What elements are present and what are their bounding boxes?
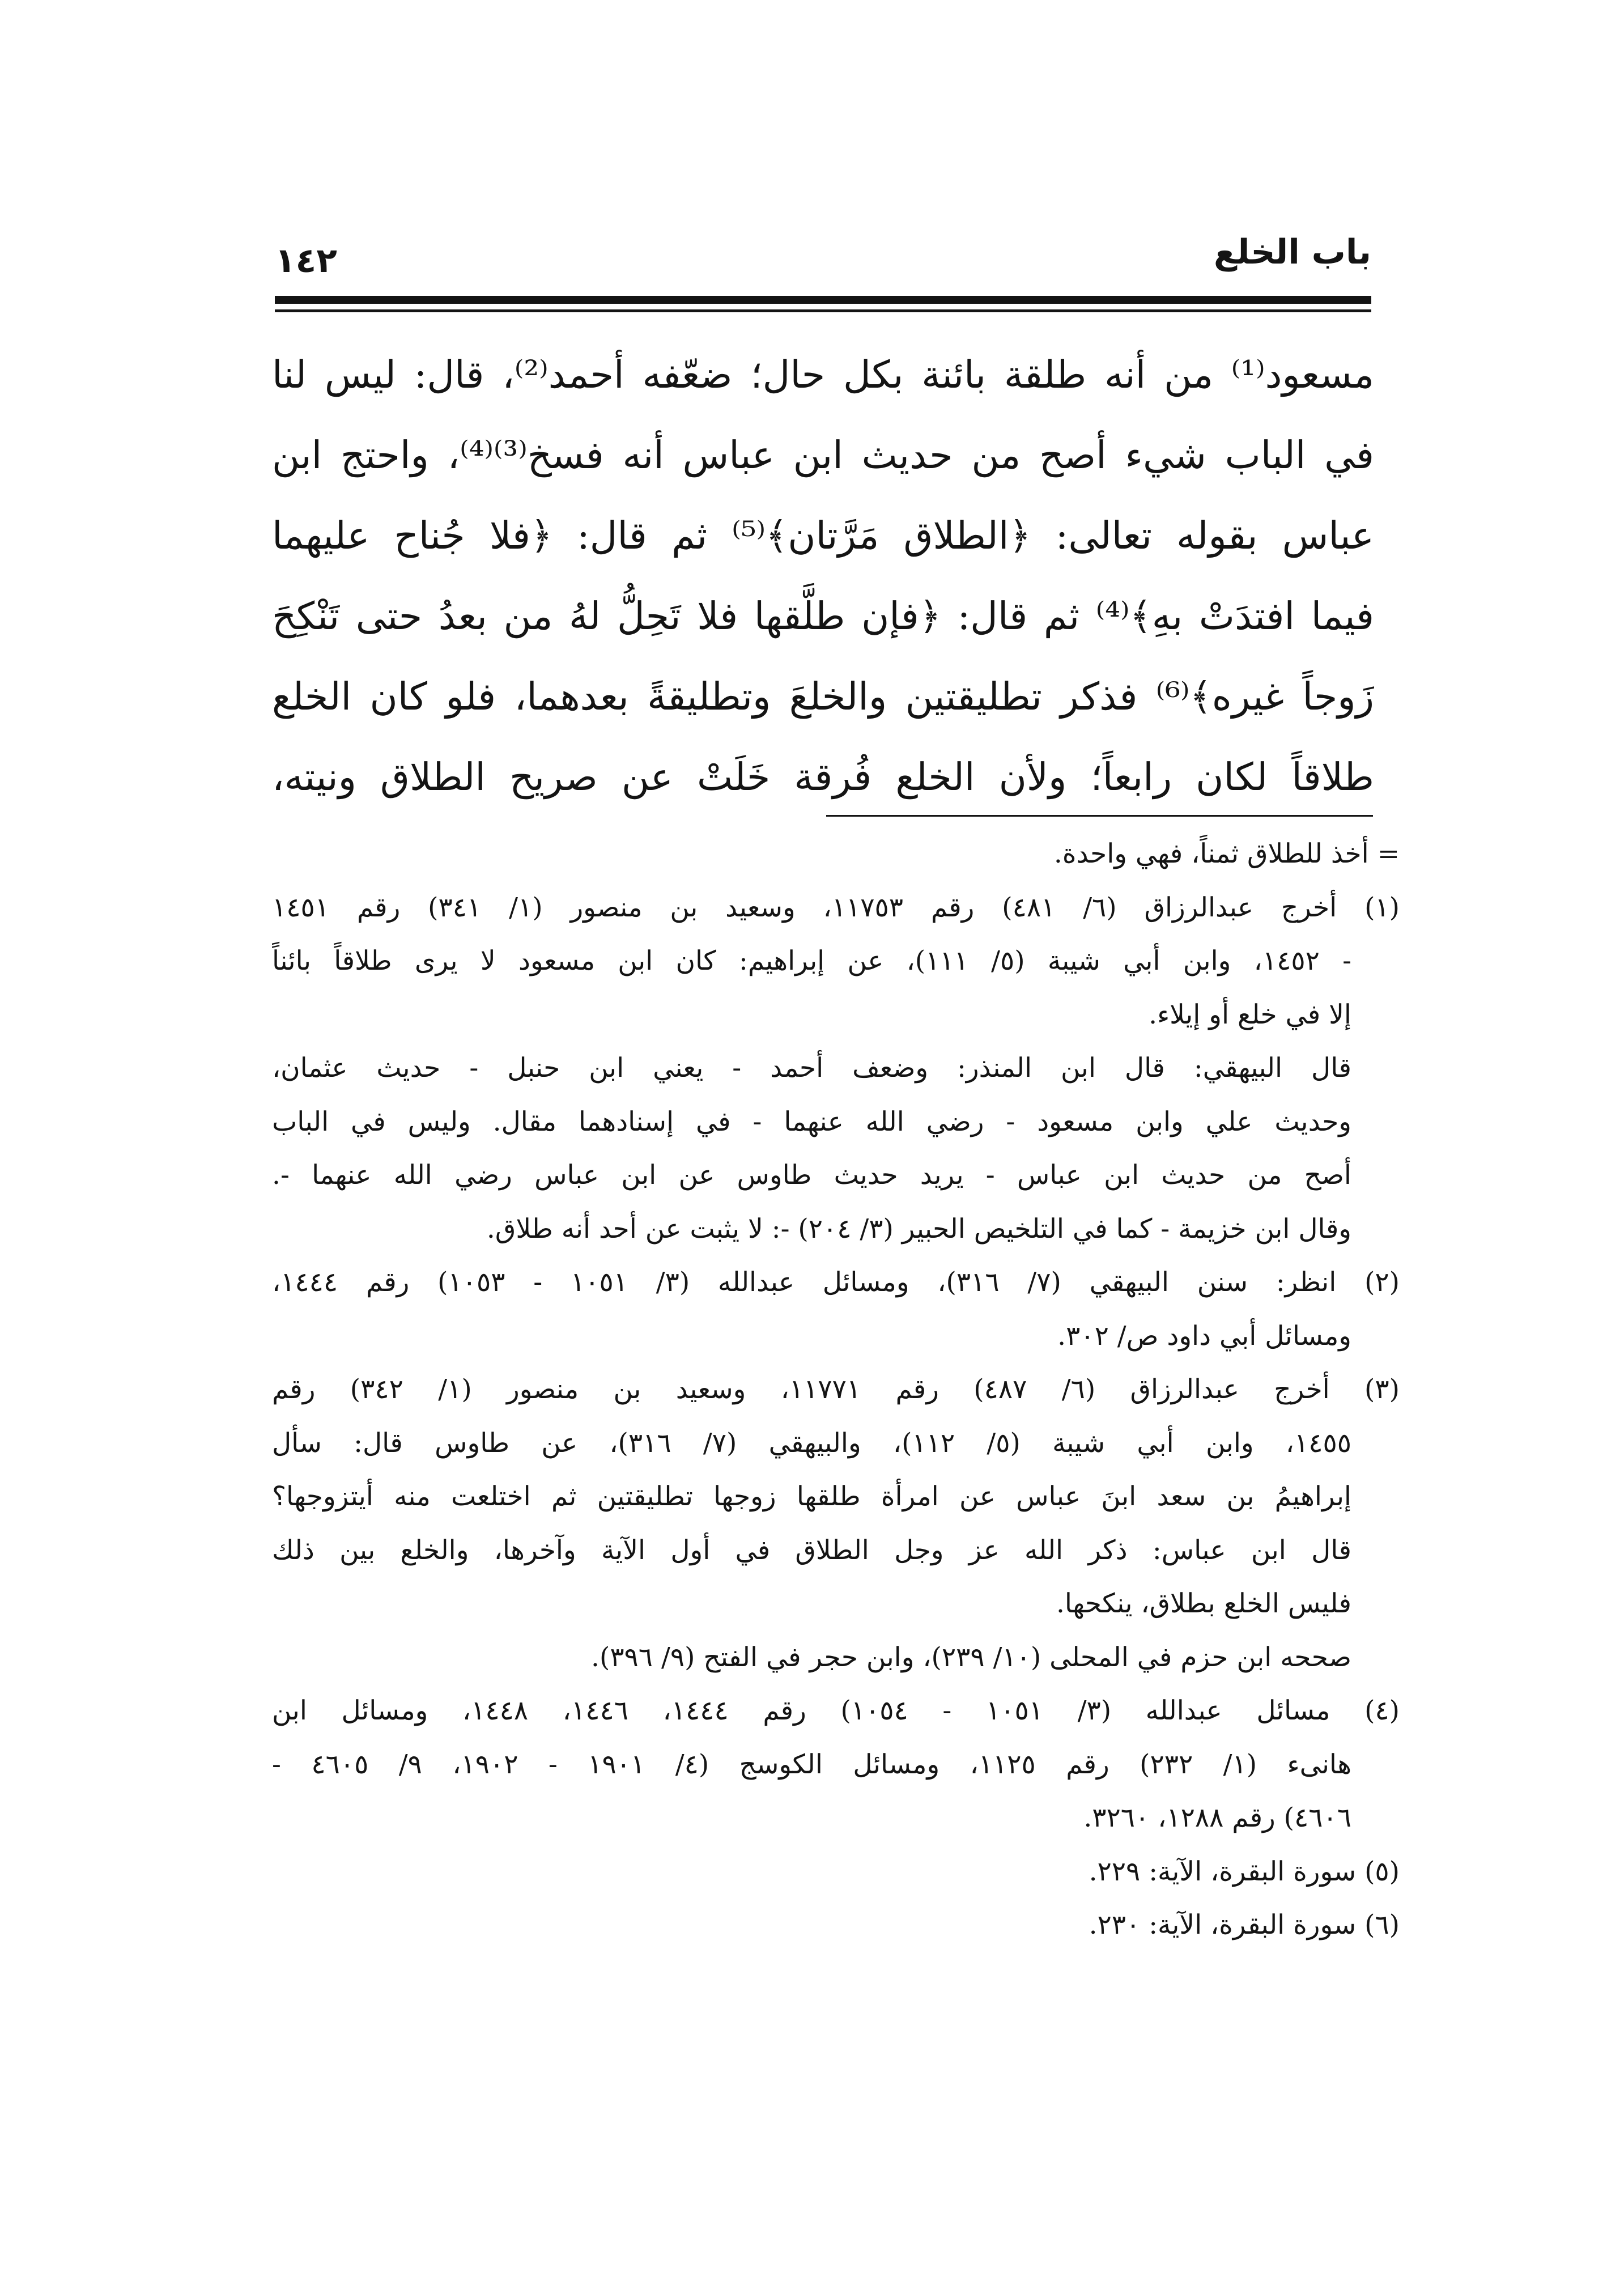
footnote-separator [826, 815, 1373, 817]
header-rule-thick [275, 296, 1371, 304]
footnote-line: = أخذ للطلاق ثمناً، فهي واحدة. [1053, 838, 1400, 869]
footnote-line: وحديث علي وابن مسعود - رضي الله عنهما - في إسنادهما مقال. وليس في الباب [272, 1106, 1351, 1137]
footnote-line: وقال ابن خزيمة - كما في التلخيص الحبير (٣/ ٢٠٤) -: لا يثبت عن أحد أنه طلاق. [486, 1213, 1351, 1245]
footnote-line: (٤) مسائل عبدالله (٣/ ١٠٥١ - ١٠٥٤) رقم ١٤٤٤، ١٤٤٦، ١٤٤٨، ومسائل ابن [272, 1695, 1400, 1726]
footnote-line: صححه ابن حزم في المحلى (١٠/ ٢٣٩)، وابن حجر في الفتح (٩/ ٣٩٦). [591, 1641, 1351, 1673]
footnote-line: (٦) سورة البقرة، الآية: ٢٣٠. [1089, 1909, 1400, 1940]
footnote-line: ١٤٥٥، وابن أبي شيبة (٥/ ١١٢)، والبيهقي (٧/ ٣١٦)، عن طاوس قال: سأل [272, 1427, 1352, 1459]
footnote-line: فليس الخلع بطلاق، ينكحها. [1056, 1588, 1351, 1619]
body-line: طلاقاً لكان رابعاً؛ ولأن الخلع فُرقة خَلَتْ عن صريح الطلاق ونيته، [272, 755, 1374, 799]
footnote-line: (٥) سورة البقرة، الآية: ٢٢٩. [1089, 1855, 1400, 1887]
footnote-line: قال البيهقي: قال ابن المنذر: وضعف أحمد - يعني ابن حنبل - حديث عثمان، [272, 1052, 1351, 1084]
footnote-line: إلا في خلع أو إيلاء. [1149, 999, 1351, 1030]
running-header [275, 227, 1371, 295]
body-line: زَوجاً غيره﴾⁽⁶⁾ فذكر تطليقتين والخلعَ وتطليقةً بعدهما، فلو كان الخلع [272, 674, 1374, 719]
footnote-line: أصح من حديث ابن عباس - يريد حديث طاوس عن ابن عباس رضي الله عنهما -. [272, 1160, 1351, 1191]
footnote-line: - ١٤٥٢، وابن أبي شيبة (٥/ ١١١)، عن إبراهيم: كان ابن مسعود لا يرى طلاقاً بائناً [272, 945, 1352, 976]
page-number: ١٤٢ [275, 241, 337, 281]
body-line: مسعود⁽¹⁾ من أنه طلقة بائنة بكل حال؛ ضعّفه أحمد⁽²⁾، قال: ليس لنا [272, 353, 1374, 397]
body-line: في الباب شيء أصح من حديث ابن عباس أنه فسخ⁽³⁾⁽⁴⁾، واحتج ابن [272, 433, 1374, 477]
footnote-line: إبراهيمُ بن سعد ابنَ عباس عن امرأة طلقها زوجها تطليقتين ثم اختلعت منه أيتزوجها؟ [272, 1481, 1351, 1512]
body-line: فيما افتدَتْ بهِ﴾⁽⁴⁾ ثم قال: ﴿فإن طلَّقها فلا تَحِلُّ لهُ من بعدُ حتى تَنْكِحَ [272, 594, 1374, 638]
header-rule-thin [275, 309, 1371, 312]
footnote-line: هانىء (١/ ٢٣٢) رقم ١١٢٥، ومسائل الكوسج (٤/ ١٩٠١ - ١٩٠٢، ٩/ ٤٦٠٥ - [272, 1748, 1352, 1780]
footnote-line: ومسائل أبي داود ص/ ٣٠٢. [1057, 1320, 1351, 1352]
footnote-line: (٢) انظر: سنن البيهقي (٧/ ٣١٦)، ومسائل عبدالله (٣/ ١٠٥١ - ١٠٥٣) رقم ١٤٤٤، [272, 1267, 1400, 1298]
chapter-title: باب الخلع [1213, 232, 1371, 272]
footnote-line: (٣) أخرج عبدالرزاق (٦/ ٤٨٧) رقم ١١٧٧١، وسعيد بن منصور (١/ ٣٤٢) رقم [272, 1374, 1400, 1405]
footnote-line: قال ابن عباس: ذكر الله عز وجل الطلاق في أول الآية وآخرها، والخلع بين ذلك [272, 1534, 1351, 1566]
main-text [272, 334, 1374, 817]
footnotes [272, 827, 1400, 1952]
footnote-line: ٤٦٠٦) رقم ١٢٨٨، ٣٢٦٠. [1083, 1802, 1351, 1833]
body-line: عباس بقوله تعالى: ﴿الطلاق مَرَّتان﴾⁽⁵⁾ ثم قال: ﴿فلا جُناح عليهما [272, 513, 1374, 558]
footnote-line: (١) أخرج عبدالرزاق (٦/ ٤٨١) رقم ١١٧٥٣، وسعيد بن منصور (١/ ٣٤١) رقم ١٤٥١ [272, 891, 1400, 923]
